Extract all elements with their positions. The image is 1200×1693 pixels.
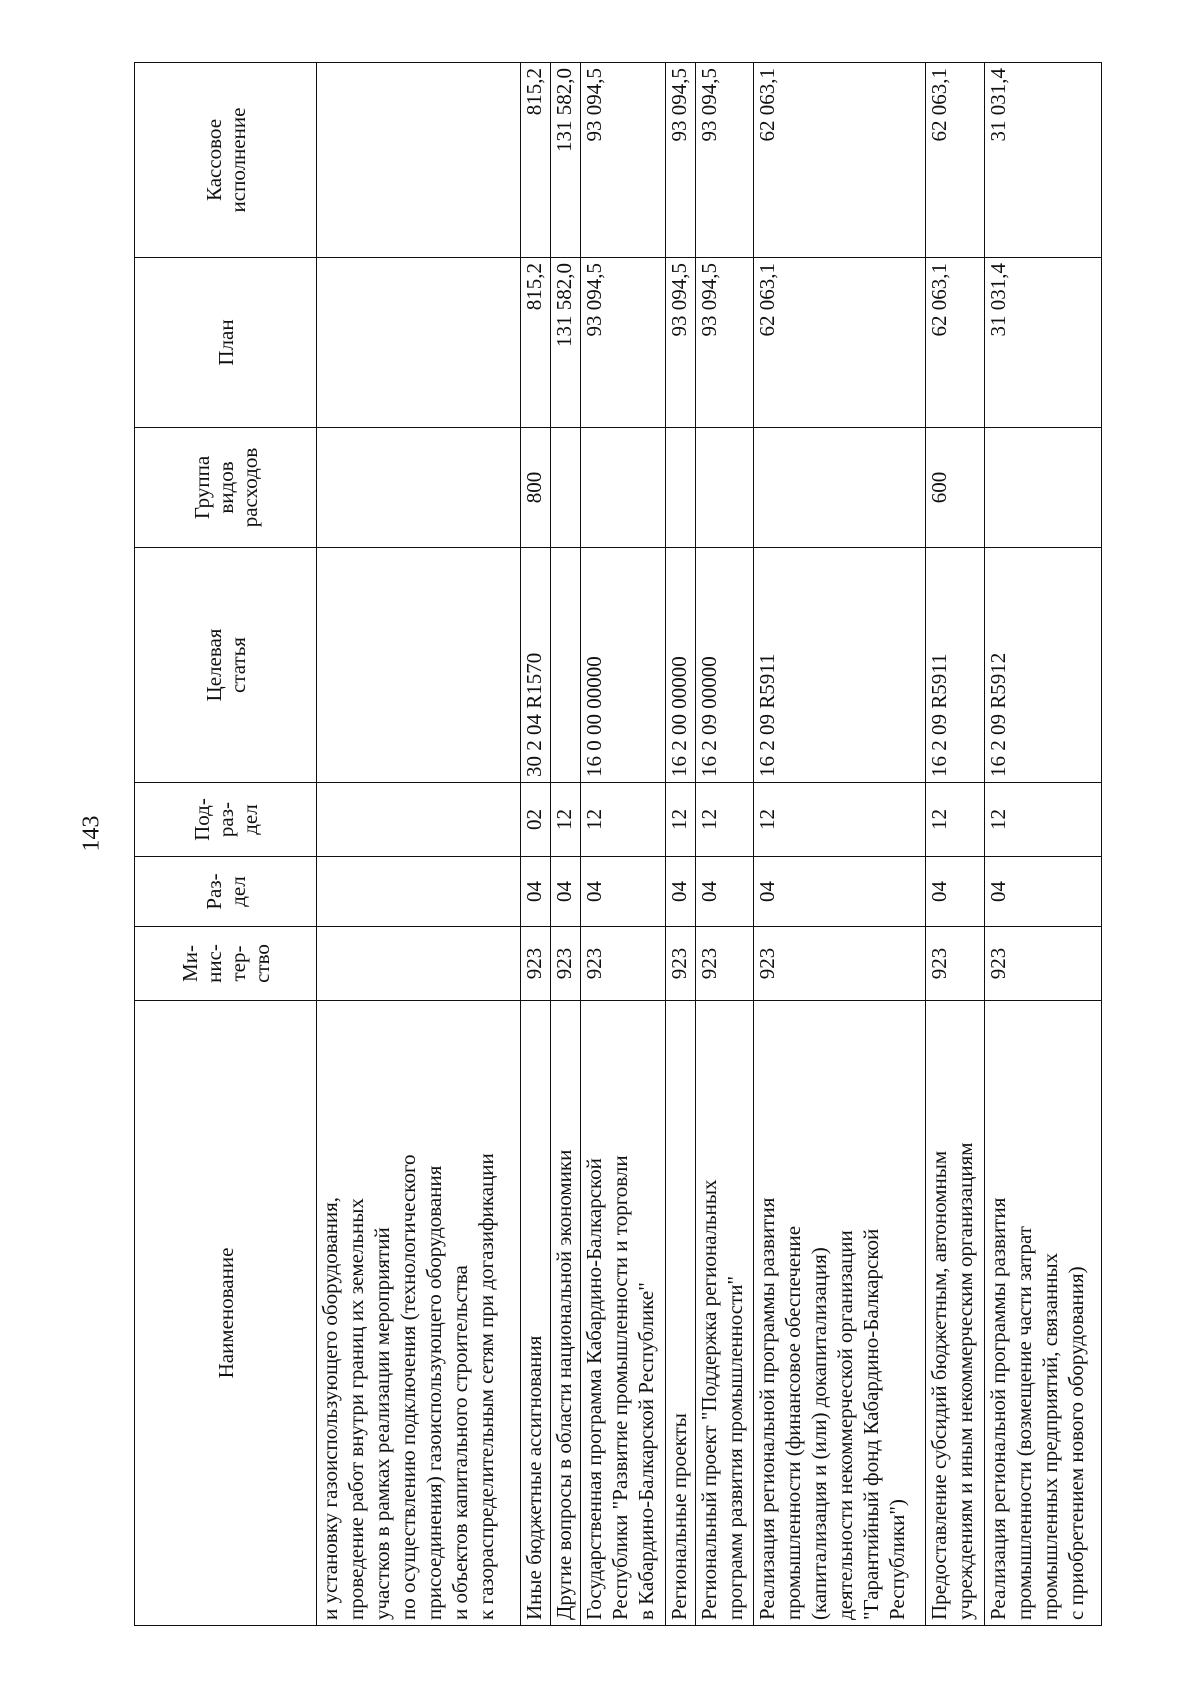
header-execution: Кассовое исполнение (135, 63, 317, 258)
row-group (695, 428, 753, 548)
budget-table (134, 62, 1102, 1626)
row-section: 04 (520, 857, 550, 927)
row-target (317, 548, 521, 783)
row-ministry: 923 (695, 927, 753, 1001)
row-target: 16 2 09 R5911 (754, 548, 926, 783)
row-plan: 62 063,1 (926, 258, 984, 428)
row-section: 04 (754, 857, 926, 927)
header-row (135, 63, 317, 1626)
row-plan: 815,2 (520, 258, 550, 428)
row-target (550, 548, 580, 783)
row-group: 600 (926, 428, 984, 548)
row-ministry: 923 (580, 927, 665, 1001)
row-group (754, 428, 926, 548)
row-subsection (317, 783, 521, 857)
row-execution: 93 094,5 (665, 63, 695, 258)
row-ministry: 923 (926, 927, 984, 1001)
rotated-table-container (134, 63, 1102, 1626)
row-name: Другие вопросы в области национальной экономики (550, 1001, 580, 1626)
row-name: Реализация региональной программы развития промышленности (финансовое обеспечение (капитализация и (или) докапитализация) деятельности некоммерческой организации "Гарантийный фонд Кабардино-Балкарской Республики") (754, 1001, 926, 1626)
row-name: Реализация региональной программы развития промышленности (возмещение части затрат промышленных предприятий, связанных с приобретением нового оборудования) (984, 1001, 1101, 1626)
row-name: Государственная программа Кабардино-Балкарской Республики "Развитие промышленности и торговли в Кабардино-Балкарской Республике" (580, 1001, 665, 1626)
row-ministry: 923 (754, 927, 926, 1001)
row-plan: 93 094,5 (580, 258, 665, 428)
header-target: Целевая статья (135, 548, 317, 783)
header-ministry: Ми- нис- тер- ство (135, 927, 317, 1001)
row-execution: 62 063,1 (926, 63, 984, 258)
row-plan: 93 094,5 (665, 258, 695, 428)
page-number: 143 (78, 815, 105, 852)
row-section: 04 (665, 857, 695, 927)
table-row (550, 63, 580, 1626)
row-plan: 62 063,1 (754, 258, 926, 428)
row-subsection: 12 (754, 783, 926, 857)
row-name: Региональные проекты (665, 1001, 695, 1626)
row-target: 16 2 00 00000 (665, 548, 695, 783)
row-section: 04 (926, 857, 984, 927)
row-section: 04 (695, 857, 753, 927)
row-subsection: 12 (550, 783, 580, 857)
row-name: и установку газоиспользующего оборудования, проведение работ внутри границ их земельных участков в рамках реализации мероприятий по осуществлению подключения (технологического присоединения) газоиспользующего оборудования и объектов капитального строительства к газораспределительным сетям при догазификации (317, 1001, 521, 1626)
row-execution: 93 094,5 (695, 63, 753, 258)
row-group (550, 428, 580, 548)
row-plan: 131 582,0 (550, 258, 580, 428)
row-execution: 62 063,1 (754, 63, 926, 258)
row-section: 04 (580, 857, 665, 927)
row-section (317, 857, 521, 927)
row-subsection: 12 (665, 783, 695, 857)
row-subsection: 12 (984, 783, 1101, 857)
row-ministry: 923 (984, 927, 1101, 1001)
table-row (695, 63, 753, 1626)
table-row (754, 63, 926, 1626)
row-plan: 31 031,4 (984, 258, 1101, 428)
table-row (520, 63, 550, 1626)
row-section: 04 (550, 857, 580, 927)
row-subsection: 12 (580, 783, 665, 857)
row-plan (317, 258, 521, 428)
row-name: Иные бюджетные ассигнования (520, 1001, 550, 1626)
row-ministry: 923 (520, 927, 550, 1001)
row-execution (317, 63, 521, 258)
row-group (317, 428, 521, 548)
row-execution: 815,2 (520, 63, 550, 258)
row-name: Предоставление субсидий бюджетным, автономным учреждениям и иным некоммерческим организациям (926, 1001, 984, 1626)
row-group (580, 428, 665, 548)
row-target: 16 0 00 00000 (580, 548, 665, 783)
header-name: Наименование (135, 1001, 317, 1626)
header-subsection: Под- раз- дел (135, 783, 317, 857)
row-group (665, 428, 695, 548)
table-row (926, 63, 984, 1626)
row-name: Региональный проект "Поддержка региональных программ развития промышленности" (695, 1001, 753, 1626)
row-subsection: 12 (695, 783, 753, 857)
row-execution: 131 582,0 (550, 63, 580, 258)
row-subsection: 02 (520, 783, 550, 857)
header-plan: План (135, 258, 317, 428)
header-section: Раз- дел (135, 857, 317, 927)
row-ministry: 923 (665, 927, 695, 1001)
row-execution: 31 031,4 (984, 63, 1101, 258)
row-target: 30 2 04 R1570 (520, 548, 550, 783)
row-execution: 93 094,5 (580, 63, 665, 258)
row-ministry: 923 (550, 927, 580, 1001)
row-target: 16 2 09 00000 (695, 548, 753, 783)
row-plan: 93 094,5 (695, 258, 753, 428)
row-section: 04 (984, 857, 1101, 927)
table-row (317, 63, 521, 1626)
table-row (984, 63, 1101, 1626)
table-row (665, 63, 695, 1626)
row-subsection: 12 (926, 783, 984, 857)
row-group: 800 (520, 428, 550, 548)
row-group (984, 428, 1101, 548)
table-row (580, 63, 665, 1626)
row-ministry (317, 927, 521, 1001)
row-target: 16 2 09 R5912 (984, 548, 1101, 783)
row-target: 16 2 09 R5911 (926, 548, 984, 783)
header-expense-group: Группа видов расходов (135, 428, 317, 548)
